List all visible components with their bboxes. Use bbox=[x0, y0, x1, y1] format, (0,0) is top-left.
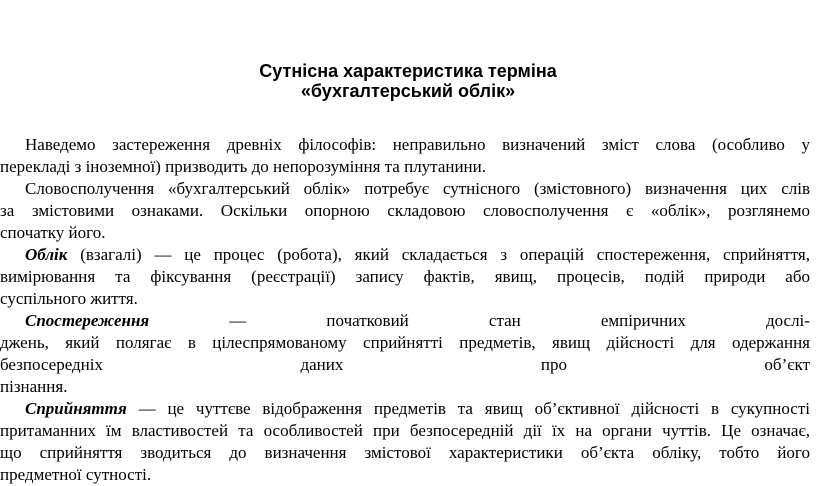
paragraph-4-line-4: пізнання. bbox=[0, 377, 68, 396]
paragraph-3-line-2: вимірювання та фіксування (реєстрації) запису фактів, явищ, процесів, подій природи або bbox=[0, 267, 810, 286]
paragraph-3-line-1 bbox=[25, 244, 810, 266]
paragraph-2-line-2: за змістовими ознаками. Оскільки опорною складовою словосполучення є «облік», розглянемо bbox=[0, 201, 810, 220]
term-sposterezhennia: Спостереження bbox=[25, 311, 150, 330]
paragraph-4-word: стан bbox=[488, 311, 521, 330]
paragraph-4-line-3 bbox=[0, 354, 810, 376]
paragraph-1-line-1: Наведемо застереження древніх філософів: неправильно визначений зміст слова (особливо у bbox=[25, 135, 810, 154]
paragraph-5-line-1 bbox=[25, 398, 810, 420]
paragraph-2-line-1: Словосполучення «бухгалтерський облік» потребує сутнісного (змістовного) визначення цих слів bbox=[25, 179, 810, 198]
paragraph-5-line-2: притаманних їм властивостей та особливостей при безпосередній дії їх на органи чуттів. Це означає, bbox=[0, 421, 810, 440]
paragraph-4-word: безпосередніх bbox=[0, 355, 104, 374]
paragraph-5-line-1-text: — це чуттєве відображення предметів та явищ об’єктивної дійсності в сукупності bbox=[126, 399, 810, 418]
paragraph-4-line-2: джень, який полягає в цілеспрямованому сприйнятті предметів, явищ дійсності для одержання bbox=[0, 333, 810, 352]
paragraph-5-line-3: що сприйняття зводиться до визначення змістової характеристики об’єкта обліку, тобто його bbox=[0, 443, 810, 462]
paragraph-3-line-3: суспільного життя. bbox=[0, 289, 138, 308]
paragraph-4-word: даних bbox=[300, 355, 344, 374]
term-spryiniattia: Сприйняття bbox=[25, 399, 127, 418]
paragraph-3-line-1-text: (взагалі) — це процес (робота), який складається з операцій спостереження, сприйняття, bbox=[67, 245, 810, 264]
term-oblik: Облік bbox=[25, 245, 68, 264]
document-title-line-1: Сутнісна характеристика терміна bbox=[259, 61, 557, 81]
paragraph-4-word: — bbox=[229, 311, 247, 330]
paragraph-4-word: об’єкт bbox=[764, 355, 810, 374]
document-body bbox=[0, 134, 810, 486]
paragraph-4-word: про bbox=[540, 355, 567, 374]
paragraph-2-line-3: спочатку його. bbox=[0, 223, 106, 242]
paragraph-1-line-2: перекладі з іноземної) призводить до непорозуміння та плутанини. bbox=[0, 157, 487, 176]
paragraph-4-word: початковий bbox=[326, 311, 409, 330]
document-title-line-2: «бухгалтерський облік» bbox=[300, 81, 516, 101]
paragraph-4-word: дослі- bbox=[765, 311, 810, 330]
paragraph-4-line-1 bbox=[25, 310, 810, 332]
paragraph-5-line-4: предметної сутності. bbox=[0, 465, 152, 484]
paragraph-4-word: емпіричних bbox=[600, 311, 686, 330]
